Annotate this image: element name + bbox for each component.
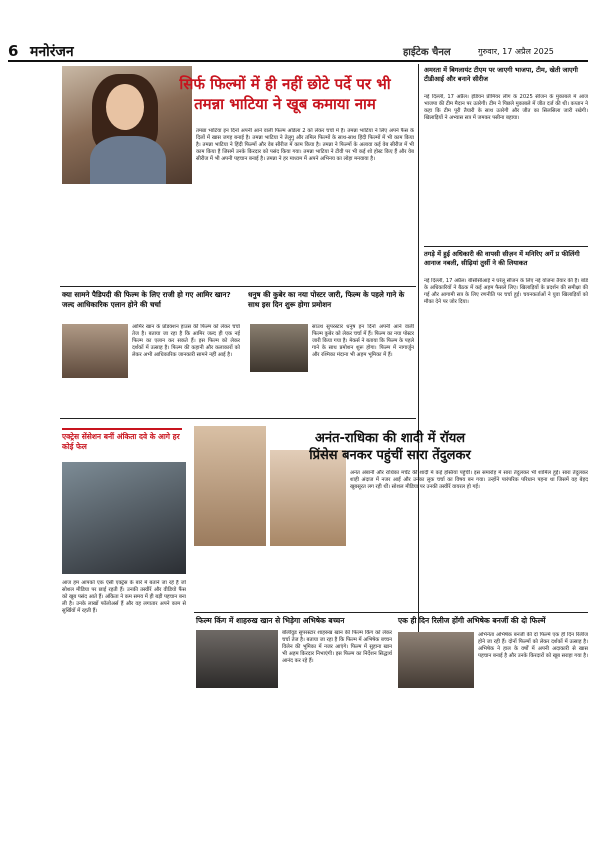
dhanush-body: साउथ सुपरस्टार धनुष इन दिनों अपनी आने वाली फिल्म कुबेर को लेकर चर्चा में हैं। फिल्म का नया पोस्टर जारी किया गया है। मेकर्स ने बताया कि फिल्म के पहले गाने के साथ प्रमोशन शुरू होगा। फिल्म में नागार्जुन और रश्मिका मंदाना भी अहम भूमिका में हैं। xyxy=(312,324,414,358)
aamir-headline: क्या सामने पैडिपदी की फिल्म के लिए राजी हो गए आमिर खान? जल्द आधिकारिक एलान होने की चर्चा xyxy=(62,290,231,309)
abhishek-photo xyxy=(398,632,474,688)
top-story-headline xyxy=(160,74,410,114)
abhishek-body: अभिनेता अभिषेक बनर्जी की दो फिल्में एक ही दिन रिलीज होने जा रही हैं। दोनों फिल्मों को लेकर दर्शकों में उत्साह है। अभिषेक ने हाल के वर्षों में अपनी अदाकारी से खास पहचान बनाई है और उनके किरदारों को खूब सराहा गया है। xyxy=(478,632,588,659)
issue-date: गुरुवार, 17 अप्रैल 2025 xyxy=(478,47,554,56)
sara-photo-2 xyxy=(270,450,346,546)
ankita-photo xyxy=(62,462,186,574)
ankita-body: आज हम आपको एक ऐसी एक्ट्रेस के बारे में बताने जा रहे हैं जो सोशल मीडिया पर छाई रहती हैं। उनकी तस्वीरें और वीडियो फैंस को खूब पसंद आते हैं। अंकिता ने कम समय में ही बड़ी पहचान बना ली है। उनके लाखों फॉलोअर्स हैं और वह लगातार अपने काम से सुर्खियों में रहती हैं। xyxy=(62,580,186,614)
top-headline-line2: तमन्ना भाटिया ने खूब कमाया नाम xyxy=(194,95,376,113)
top-story-body: तमन्ना भाटिया इन दिनों अपनी आने वाली फिल्म ओडेला 2 को लेकर चर्चा में हैं। तमन्ना भाटिया ने लिए अपने फैंस के दिलों में खास जगह बनाई है। तमन्ना भाटिया ने तेलुगु और तमिल फिल्मों के साथ-साथ हिंदी फिल्मों में भी काम किया है। तमन्ना भाटिया ने हिंदी फिल्मों और वेब सीरीज में काम किया है। तमन्ना ने फिल्मों के अलावा कई वेब सीरीज में भी काम किया है जिसमें उनके किरदार को पसंद किया गया। तमन्ना भाटिया ने टीवी पर भी कई शो होस्ट किए हैं और वेब सीरीज में भी अपनी पहचान बनाई है। तमन्ना ने हर माध्यम में अपने अभिनय का लोहा मनवाया है। xyxy=(196,128,414,162)
page-header xyxy=(8,40,588,62)
aamir-body: आमिर खान के प्रोडक्शन हाउस की फिल्म को लेकर चर्चा तेज है। बताया जा रहा है कि आमिर जल्द ही एक नई फिल्म का एलान कर सकते हैं। इस फिल्म को लेकर दर्शकों में उत्साह है। फिल्म की कहानी और कलाकारों को लेकर अभी आधिकारिक जानकारी सामने नहीं आई है। xyxy=(132,324,240,358)
wedding-headline xyxy=(200,430,580,464)
right-story1-headline: अमरता में बिगलायंट टीएम पर जाएगी भाजपा, टीम, खेती जाएगी टीडीआई और बनाने सीरीज xyxy=(424,66,578,83)
wedding-body: अनंत अंबानी और राधिका मर्चेंट की शादी में कई हस्तियां पहुंचीं। इस समारोह में सारा तेंदुलकर भी शामिल हुईं। सारा तेंदुलकर शाही अंदाज में नजर आईं और उनका लुक चर्चा का विषय बन गया। उन्होंने पारंपरिक परिधान पहना था जिसमें वह बेहद खूबसूरत लग रही थीं। सोशल मीडिया पर उनकी तस्वीरें वायरल हो गईं। xyxy=(350,470,588,490)
dhanush-headline: धनुष की कुबेर का नया पोस्टर जारी, फिल्म के पहले गाने के साथ इस दिन शुरू होगा प्रमोशन xyxy=(248,290,405,309)
top-headline-line1: सिर्फ फिल्मों में ही नहीं छोटे पर्दे पर भी xyxy=(179,75,391,93)
ankita-headline: एक्ट्रेस सेंसेशन बनीं अंकिता दवे के आगे हर कोई फेल xyxy=(62,432,180,451)
section-title: मनोरंजन xyxy=(30,44,74,60)
publication-logo: हाईटेक चैनल xyxy=(403,47,451,58)
wedding-headline-line1: अनंत-राधिका की शादी में रॉयल xyxy=(314,431,466,446)
right-story2-headline: तगड़े में हुई अधिकारी की वापसी सीज़न में मनिरिए अर्गे प्र फीलिंगी आनाज नबली, सीढ़ियां तुर्सी ने की लियाकत xyxy=(424,250,580,267)
king-headline: फिल्म किंग में शाहरुख खान से भिड़ेगा अभिषेक बच्चन xyxy=(196,616,345,625)
wedding-headline-line2: प्रिंसेस बनकर पहुंचीं सारा तेंदुलकर xyxy=(309,448,471,463)
srk-photo xyxy=(196,630,278,688)
king-body: बॉलीवुड सुपरस्टार शाहरुख खान की फिल्म किंग को लेकर चर्चा तेज है। बताया जा रहा है कि फिल्म में अभिषेक बच्चन विलेन की भूमिका में नजर आएंगे। फिल्म में सुहाना खान भी अहम किरदार निभाएंगी। इस फिल्म का निर्देशन सिद्धार्थ आनंद कर रहे हैं। xyxy=(282,630,392,664)
dhanush-poster xyxy=(250,324,308,372)
abhishek-headline: एक ही दिन रिलीज होंगी अभिषेक बनर्जी की दो फिल्में xyxy=(398,616,546,625)
page-number: 6 xyxy=(8,42,19,60)
right-story2-body: नई दिल्ली, 17 अप्रैल। बीसीसीआई ने घरेलू सीजन के लिए नई योजना तैयार की है। बोर्ड के अधिकारियों ने बैठक में कई अहम फैसले लिए। खिलाड़ियों के प्रदर्शन की समीक्षा की गई और आगामी सत्र के लिए रणनीति पर चर्चा हुई। चयनकर्ताओं ने युवा खिलाड़ियों को मौका देने पर जोर दिया। xyxy=(424,278,588,305)
right-story1-body: नई दिल्ली, 17 अप्रैल। इंडियन प्रीमियर लीग के 2025 सीजन के मुकाबले में आज भाजपा की टीम मैदान पर उतरेगी। टीम ने पिछले मुकाबले में जीत दर्ज की थी। कप्तान ने कहा कि टीम पूरी तैयारी के साथ उतरेगी और जीत का सिलसिला जारी रखेगी। खिलाड़ियों ने अभ्यास सत्र में जमकर पसीना बहाया। xyxy=(424,94,588,121)
aamir-photo xyxy=(62,324,128,378)
